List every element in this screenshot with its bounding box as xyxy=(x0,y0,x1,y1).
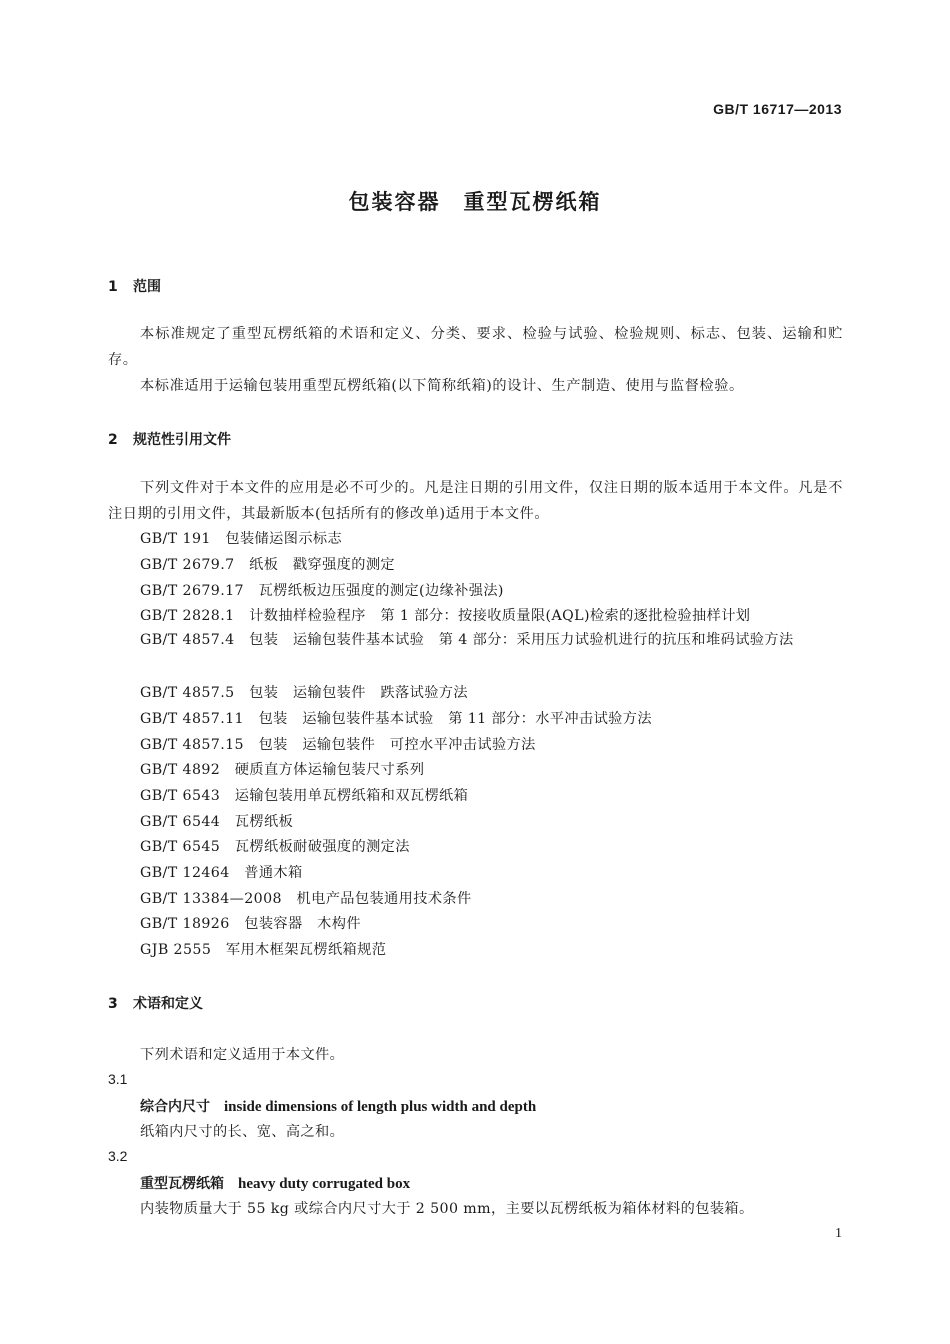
reference-item: GB/T 18926 包装容器 木构件 xyxy=(140,916,361,932)
reference-item: GB/T 6543 运输包装用单瓦楞纸箱和双瓦楞纸箱 xyxy=(140,788,469,804)
section-heading-normative-references xyxy=(108,429,231,449)
document-title: 包装容器 重型瓦楞纸箱 xyxy=(348,190,602,214)
page-number: 1 xyxy=(835,1226,842,1241)
term-number: 3.1 xyxy=(108,1071,128,1087)
term-zh: 重型瓦楞纸箱 xyxy=(140,1176,224,1192)
section-title: 范围 xyxy=(133,279,161,295)
section-heading-scope xyxy=(108,276,161,296)
reference-item: GB/T 4892 硬质直方体运输包装尺寸系列 xyxy=(140,762,425,778)
term-definition: 内装物质量大于 55 kg 或综合内尺寸大于 2 500 mm，主要以瓦楞纸板为箱体材料的包装箱。 xyxy=(140,1201,754,1217)
section-number: 2 xyxy=(108,432,118,448)
reference-item: GB/T 2679.17 瓦楞纸板边压强度的测定(边缘补强法) xyxy=(140,583,504,599)
term-definition: 纸箱内尺寸的长、宽、高之和。 xyxy=(140,1124,345,1140)
reference-item: GB/T 4857.11 包装 运输包装件基本试验 第 11 部分：水平冲击试验方法 xyxy=(140,711,652,727)
reference-item: GB/T 2828.1 计数抽样检验程序 第 1 部分：按接收质量限(AQL)检索的逐批检验抽样计划 xyxy=(140,608,751,624)
paragraph: 本标准规定了重型瓦楞纸箱的术语和定义、分类、要求、检验与试验、检验规则、标志、包装、运输和贮存。 xyxy=(108,326,843,368)
section-number: 3 xyxy=(108,996,118,1012)
section-title: 规范性引用文件 xyxy=(133,432,231,448)
term-en: inside dimensions of length plus width and depth xyxy=(224,1099,537,1115)
section-heading-terms-and-definitions xyxy=(108,993,203,1013)
reference-item: GB/T 13384—2008 机电产品包装通用技术条件 xyxy=(140,891,472,907)
term-entry xyxy=(140,1096,536,1116)
reference-item: GB/T 12464 普通木箱 xyxy=(140,865,303,881)
reference-item: GB/T 2679.7 纸板 戳穿强度的测定 xyxy=(140,557,396,573)
standard-number: GB/T 16717—2013 xyxy=(713,101,842,117)
term-number: 3.2 xyxy=(108,1148,128,1164)
section-title: 术语和定义 xyxy=(133,996,203,1012)
term-entry xyxy=(140,1173,410,1193)
term-en: heavy duty corrugated box xyxy=(238,1176,411,1192)
reference-item: GB/T 191 包装储运图示标志 xyxy=(140,531,343,547)
term-zh: 综合内尺寸 xyxy=(140,1099,210,1115)
section-intro: 下列术语和定义适用于本文件。 xyxy=(140,1047,345,1063)
reference-item: GB/T 6545 瓦楞纸板耐破强度的测定法 xyxy=(140,839,410,855)
reference-item: GB/T 4857.4 包装 运输包装件基本试验 第 4 部分：采用压力试验机进行的抗压和堆码试验方法 xyxy=(140,632,794,648)
reference-item: GJB 2555 军用木框架瓦楞纸箱规范 xyxy=(140,942,387,958)
reference-item: GB/T 4857.5 包装 运输包装件 跌落试验方法 xyxy=(140,685,468,701)
paragraph: 下列文件对于本文件的应用是必不可少的。凡是注日期的引用文件，仅注日期的版本适用于本文件。凡是不注日期的引用文件，其最新版本(包括所有的修改单)适用于本文件。 xyxy=(108,480,843,522)
section-number: 1 xyxy=(108,279,118,295)
paragraph: 本标准适用于运输包装用重型瓦楞纸箱(以下简称纸箱)的设计、生产制造、使用与监督检验。 xyxy=(140,378,744,394)
reference-item: GB/T 6544 瓦楞纸板 xyxy=(140,814,294,830)
reference-item: GB/T 4857.15 包装 运输包装件 可控水平冲击试验方法 xyxy=(140,737,536,753)
